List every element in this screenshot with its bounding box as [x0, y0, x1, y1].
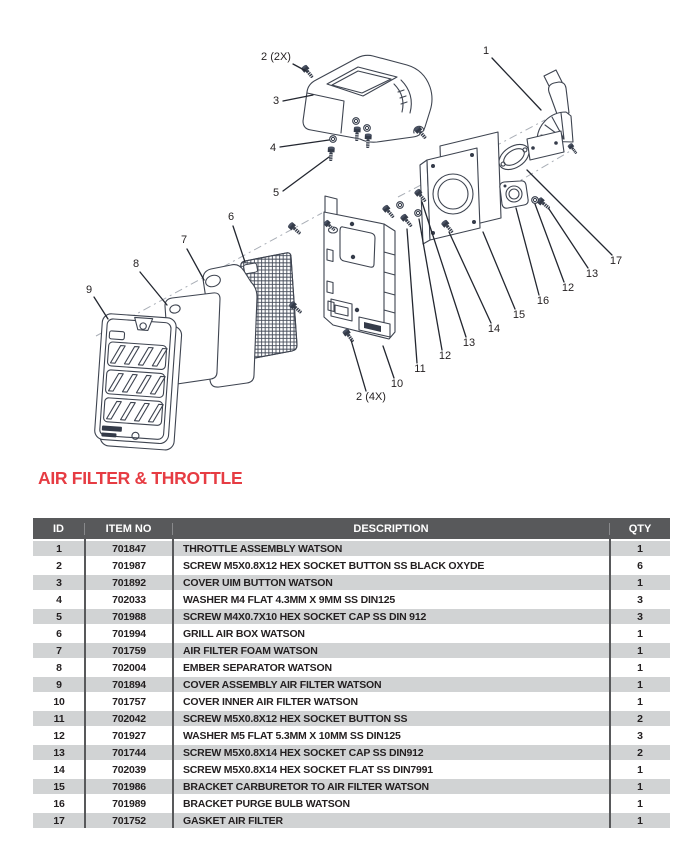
cell-description: SCREW M5X0.8X14 HEX SOCKET FLAT SS DIN7991 [183, 763, 433, 776]
cell-id: 16 [53, 797, 65, 810]
cell-item-no: 701986 [112, 780, 146, 793]
callout-label: 2 (4X) [356, 391, 386, 403]
cell-item-no: 702004 [112, 661, 146, 674]
callout-label: 4 [269, 142, 277, 154]
table-row [33, 558, 670, 573]
cell-qty: 1 [637, 814, 643, 827]
table-row [33, 626, 670, 641]
cell-item-no: 701752 [112, 814, 146, 827]
table-row [33, 609, 670, 624]
cell-id: 6 [56, 627, 62, 640]
callout-leader-line [140, 272, 167, 305]
table-row [33, 592, 670, 607]
cell-description: WASHER M4 FLAT 4.3MM X 9MM SS DIN125 [183, 593, 395, 606]
table-row [33, 677, 670, 692]
cell-description: WASHER M5 FLAT 5.3MM X 10MM SS DIN125 [183, 729, 401, 742]
cell-id: 11 [53, 712, 65, 725]
table-row [33, 541, 670, 556]
callout-leader-line [535, 204, 564, 282]
table-row [33, 762, 670, 777]
cell-item-no: 702039 [112, 763, 146, 776]
cell-qty: 1 [637, 542, 643, 555]
cell-item-no: 701892 [112, 576, 146, 589]
cell-description: BRACKET PURGE BULB WATSON [183, 797, 350, 810]
cell-qty: 1 [637, 576, 643, 589]
cell-id: 14 [53, 763, 65, 776]
cell-description: COVER INNER AIR FILTER WATSON [183, 695, 358, 708]
table-row [33, 660, 670, 675]
part-purge-bracket [500, 181, 528, 208]
callout-leader-line [383, 346, 394, 378]
cell-item-no: 702042 [112, 712, 146, 725]
callout-label: 13 [462, 337, 476, 349]
callout-label: 5 [272, 187, 280, 199]
cell-qty: 3 [637, 593, 643, 606]
callout-label: 15 [512, 309, 526, 321]
cell-id: 4 [56, 593, 62, 606]
callout-leader-line [283, 157, 329, 191]
cell-description: THROTTLE ASSEMBLY WATSON [183, 542, 343, 555]
callout-leader-line [280, 140, 329, 147]
parts-table [33, 518, 670, 828]
cell-id: 12 [53, 729, 65, 742]
callout-leader-line [94, 297, 108, 319]
callout-leader-line [492, 58, 541, 110]
cell-id: 9 [56, 678, 62, 691]
callout-leader-line [407, 229, 417, 363]
cell-qty: 1 [637, 763, 643, 776]
column-header-description: DESCRIPTION [173, 523, 610, 535]
cell-item-no: 701988 [112, 610, 146, 623]
callout-label: 9 [85, 284, 93, 296]
callout-leader-line [233, 226, 245, 262]
cell-qty: 1 [637, 661, 643, 674]
callout-label: 1 [482, 45, 490, 57]
cell-item-no: 701894 [112, 678, 146, 691]
cell-description: AIR FILTER FOAM WATSON [183, 644, 318, 657]
cell-item-no: 701994 [112, 627, 146, 640]
callout-leader-line [351, 340, 366, 391]
callout-label: 2 (2X) [261, 51, 291, 63]
callout-label: 11 [414, 363, 426, 375]
column-separator [609, 539, 611, 828]
cell-item-no: 701989 [112, 797, 146, 810]
table-row [33, 796, 670, 811]
cell-qty: 6 [637, 559, 643, 572]
cell-qty: 2 [637, 746, 643, 759]
callout-label: 17 [609, 255, 623, 267]
callout-label: 16 [536, 295, 550, 307]
callout-leader-line [527, 170, 612, 255]
cell-id: 7 [56, 644, 62, 657]
table-row [33, 711, 670, 726]
cell-item-no: 701759 [112, 644, 146, 657]
table-body [33, 541, 670, 828]
cell-description: SCREW M5X0.8X12 HEX SOCKET BUTTON SS [183, 712, 408, 725]
cell-qty: 2 [637, 712, 643, 725]
table-row [33, 728, 670, 743]
column-header-item-no: ITEM NO [85, 523, 173, 535]
cell-qty: 3 [637, 729, 643, 742]
part-throttle-assembly [527, 70, 573, 160]
callout-label: 6 [227, 211, 235, 223]
cell-description: BRACKET CARBURETOR TO AIR FILTER WATSON [183, 780, 429, 793]
callout-leader-line [516, 208, 539, 295]
table-row [33, 643, 670, 658]
cell-id: 17 [53, 814, 65, 827]
cell-id: 8 [56, 661, 62, 674]
callout-label: 13 [585, 268, 599, 280]
table-header [33, 518, 670, 539]
cell-item-no: 701927 [112, 729, 146, 742]
callout-label: 7 [180, 234, 188, 246]
callout-label: 8 [132, 258, 140, 270]
cell-id: 1 [56, 542, 62, 555]
cell-description: SCREW M5X0.8X14 HEX SOCKET CAP SS DIN912 [183, 746, 424, 759]
column-header-qty: QTY [628, 522, 652, 535]
callout-label: 12 [438, 350, 452, 362]
cell-qty: 1 [637, 678, 643, 691]
table-row [33, 779, 670, 794]
cell-description: GASKET AIR FILTER [183, 814, 283, 827]
page-title: AIR FILTER & THROTTLE [38, 468, 243, 488]
cell-qty: 1 [637, 627, 643, 640]
callout-label: 14 [487, 323, 501, 335]
column-separator [84, 539, 86, 828]
callout-leader-line [483, 232, 515, 309]
cell-qty: 3 [637, 610, 643, 623]
part-cover-assembly [94, 313, 183, 450]
part-carb-bracket [420, 132, 501, 244]
cell-description: SCREW M4X0.7X10 HEX SOCKET CAP SS DIN 912 [183, 610, 427, 623]
callout-label: 10 [390, 378, 404, 390]
callout-label: 3 [272, 95, 280, 107]
table-row [33, 575, 670, 590]
cell-description: SCREW M5X0.8X12 HEX SOCKET BUTTON SS BLACK OXYDE [183, 559, 485, 572]
callout-label: 12 [561, 282, 575, 294]
column-header-id: ID [33, 523, 85, 535]
cell-id: 10 [53, 695, 65, 708]
callout-leader-line [187, 249, 204, 280]
callout-leader-line [449, 232, 491, 323]
cell-qty: 1 [637, 644, 643, 657]
column-separator [172, 539, 174, 828]
cell-qty: 1 [637, 695, 643, 708]
cell-qty: 1 [637, 780, 643, 793]
cell-id: 2 [56, 559, 62, 572]
cell-description: COVER ASSEMBLY AIR FILTER WATSON [183, 678, 382, 691]
cell-description: GRILL AIR BOX WATSON [183, 627, 305, 640]
cell-id: 15 [53, 780, 65, 793]
cell-id: 5 [56, 610, 62, 623]
cell-item-no: 701757 [112, 695, 146, 708]
cell-item-no: 701987 [112, 559, 146, 572]
cell-id: 3 [56, 576, 62, 589]
table-row [33, 813, 670, 828]
cell-item-no: 701744 [112, 746, 146, 759]
table-row [33, 694, 670, 709]
cell-item-no: 702033 [112, 593, 146, 606]
part-inner-cover [324, 196, 395, 339]
cell-description: COVER UIM BUTTON WATSON [183, 576, 333, 589]
cell-id: 13 [53, 746, 65, 759]
cell-item-no: 701847 [112, 542, 146, 555]
cell-description: EMBER SEPARATOR WATSON [183, 661, 332, 674]
table-row [33, 745, 670, 760]
cell-qty: 1 [637, 797, 643, 810]
